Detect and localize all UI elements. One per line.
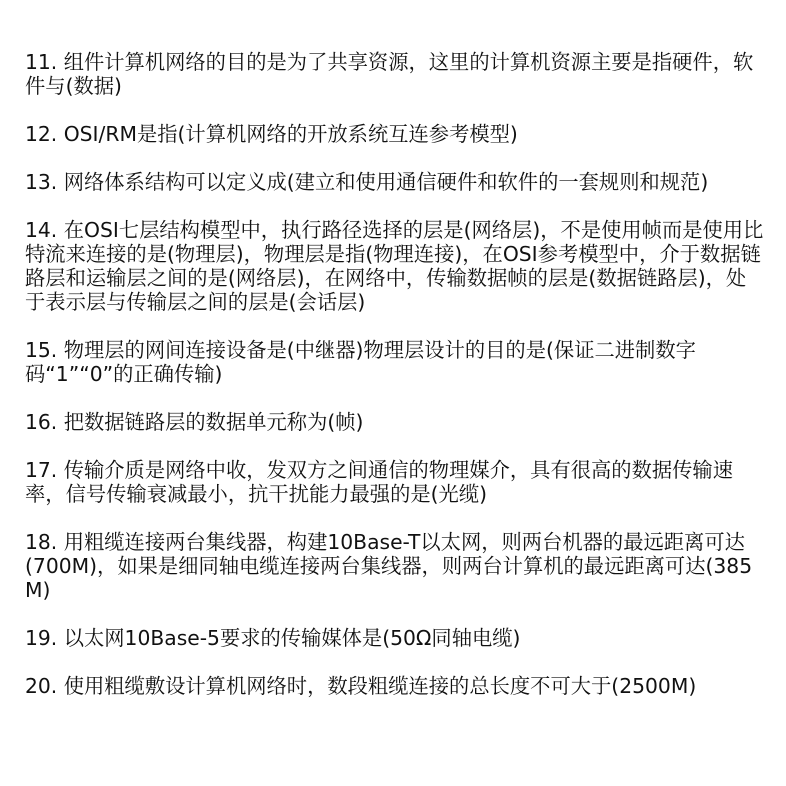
question-15: 15. 物理层的网间连接设备是(中继器)物理层设计的目的是(保证二进制数字码“1”“0”的正确传输) bbox=[25, 338, 696, 386]
question-17: 17. 传输介质是网络中收，发双方之间通信的物理媒介，具有很高的数据传输速率，信号传输衰减最小，抗干扰能力最强的是(光缆) bbox=[25, 458, 733, 506]
question-list bbox=[25, 50, 765, 722]
question-11: 11. 组件计算机网络的目的是为了共享资源，这里的计算机资源主要是指硬件，软件与(数据) bbox=[25, 50, 754, 98]
question-12: 12. OSI/RM是指(计算机网络的开放系统互连参考模型) bbox=[25, 122, 518, 146]
question-14: 14. 在OSI七层结构模型中，执行路径选择的层是(网络层)，不是使用帧而是使用比特流来连接的是(物理层)，物理层是指(物理连接)，在OSI参考模型中，介于数据链路层和运输层之间的是(网络层)，在网络中，传输数据帧的层是(数据链路层)，处于表示层与传输层之间的层是(会话层) bbox=[25, 218, 764, 314]
question-19: 19. 以太网10Base-5要求的传输媒体是(50Ω同轴电缆) bbox=[25, 626, 521, 650]
question-13: 13. 网络体系结构可以定义成(建立和使用通信硬件和软件的一套规则和规范) bbox=[25, 170, 709, 194]
question-18: 18. 用粗缆连接两台集线器，构建10Base-T以太网，则两台机器的最远距离可达(700M)，如果是细同轴电缆连接两台集线器，则两台计算机的最远距离可达(385M) bbox=[25, 530, 753, 602]
question-16: 16. 把数据链路层的数据单元称为(帧) bbox=[25, 410, 364, 434]
question-20: 20. 使用粗缆敷设计算机网络时，数段粗缆连接的总长度不可大于(2500M) bbox=[25, 674, 697, 698]
